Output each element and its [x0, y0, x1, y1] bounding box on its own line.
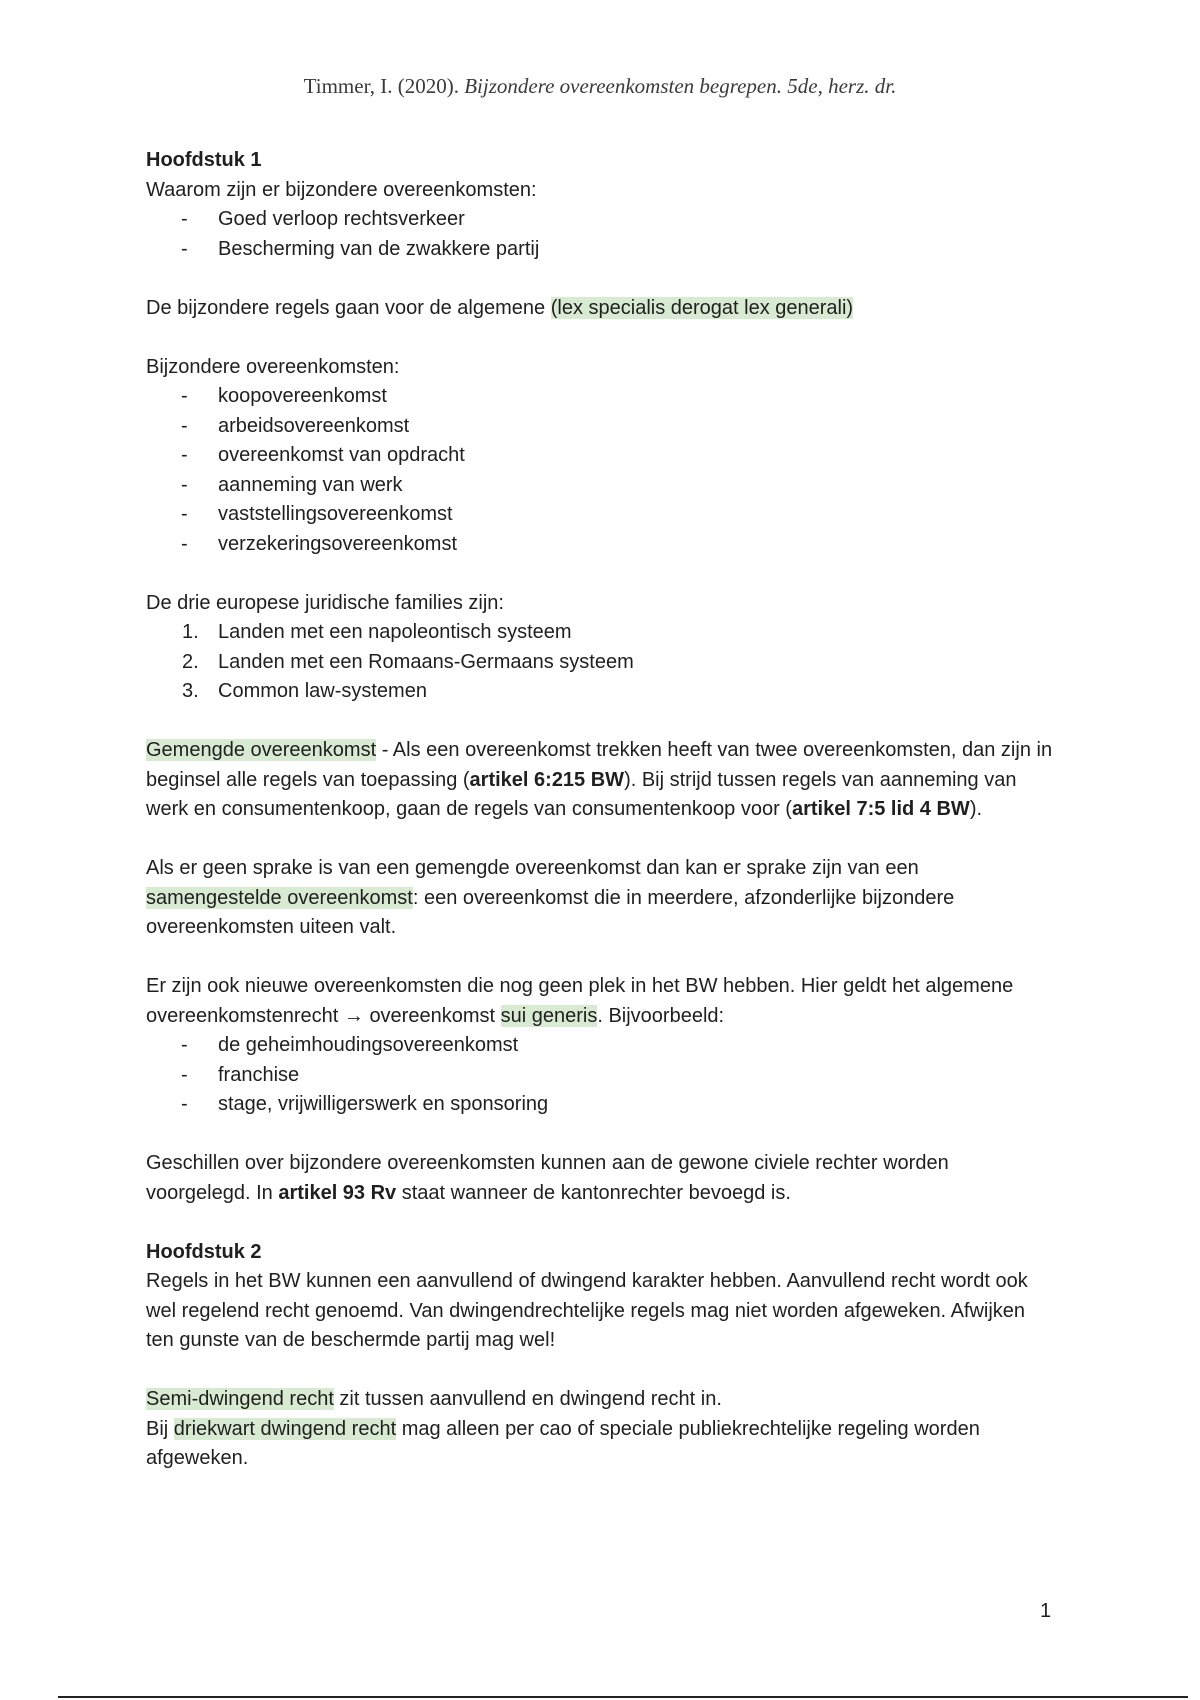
list-item [146, 412, 1056, 442]
list-item-text: Landen met een Romaans-Germaans systeem [218, 650, 634, 673]
page-bottom-divider [58, 1696, 1188, 1698]
highlight-gemengde-overeenkomst: Gemengde overeenkomst [146, 739, 377, 761]
list-item [146, 618, 1056, 648]
dash-marker: - [181, 1063, 188, 1086]
semi-dwingend-paragraph [146, 1385, 1056, 1415]
driekwart-paragraph [146, 1415, 1056, 1474]
list-item-text: Goed verloop rechtsverkeer [218, 208, 465, 230]
number-marker: 3. [182, 680, 199, 702]
chapter-2-heading: Hoofdstuk 2 [146, 1240, 262, 1263]
driekwart-text-1: Bij [146, 1417, 174, 1440]
nieuw-text-2: . Bijvoorbeeld: [597, 1004, 725, 1027]
citation-header [0, 74, 1200, 99]
list-item-text: arbeidsovereenkomst [218, 414, 410, 437]
reasons-list [146, 205, 1056, 264]
list-item [146, 471, 1056, 501]
list-item [146, 441, 1056, 471]
list-item-text: Landen met een napoleontisch systeem [218, 621, 572, 643]
lex-text: De bijzondere regels gaan voor de algemene [146, 296, 551, 319]
list-item-text: koopovereenkomst [218, 385, 387, 407]
dash-marker: - [181, 237, 188, 260]
regels-paragraph: Regels in het BW kunnen een aanvullend of dwingend karakter hebben. Aanvullend recht wordt ook wel regelend recht genoemd. Van dwingendrechtelijke regels mag niet worden afgeweken. Afwijken ten gunste van de beschermde partij mag wel! [146, 1270, 1028, 1351]
families-intro: De drie europese juridische families zijn: [146, 591, 504, 614]
highlight-driekwart-dwingend-recht: driekwart dwingend recht [173, 1417, 397, 1440]
nieuw-text-1: Er zijn ook nieuwe overeenkomsten die nog geen plek in het BW hebben. Hier geldt het algemene overeenkomstenrecht → overeenkomst [146, 975, 1014, 1027]
dash-marker: - [181, 1093, 188, 1115]
types-intro: Bijzondere overeenkomsten: [146, 355, 400, 378]
article-ref-93-rv: artikel 93 Rv [278, 1181, 397, 1204]
highlight-samengestelde-overeenkomst: samengestelde overeenkomst [146, 886, 413, 909]
dash-marker: - [181, 444, 188, 466]
families-list [146, 618, 1056, 707]
list-item [146, 382, 1056, 412]
list-item-text: de geheimhoudingsovereenkomst [218, 1034, 519, 1056]
article-ref-6-215: artikel 6:215 BW [469, 768, 625, 791]
list-item [146, 1031, 1056, 1061]
article-ref-7-5: artikel 7:5 lid 4 BW [791, 798, 970, 820]
document-body [146, 146, 1056, 1474]
list-item [146, 1090, 1056, 1120]
list-item [146, 205, 1056, 235]
samengestelde-text-2: : een overeenkomst die in meerdere, afzonderlijke bijzondere overeenkomsten uiteen valt. [146, 886, 955, 938]
dash-marker: - [181, 414, 188, 437]
highlight-sui-generis: sui generis [500, 1004, 598, 1027]
list-item [146, 648, 1056, 678]
list-item-text: stage, vrijwilligerswerk en sponsoring [218, 1093, 549, 1115]
list-item-text: aanneming van werk [218, 473, 403, 496]
list-item [146, 500, 1056, 530]
list-item-text: overeenkomst van opdracht [218, 444, 465, 466]
highlight-lex-specialis: (lex specialis derogat lex generali) [550, 296, 854, 319]
gemengde-text-2: ). Bij strijd tussen regels van aanneming van werk en consumentenkoop, gaan de regels van consumentenkoop voor ( [146, 768, 1017, 820]
list-item-text: Common law-systemen [218, 680, 427, 702]
geschillen-paragraph [146, 1149, 1056, 1208]
geschillen-text-1: Geschillen over bijzondere overeenkomsten kunnen aan de gewone civiele rechter worden voorgelegd. In [146, 1152, 949, 1204]
dash-marker: - [181, 385, 188, 407]
page-number: 1 [1040, 1600, 1052, 1622]
gemengde-text-3: ). [969, 798, 983, 820]
geschillen-text-2: staat wanneer de kantonrechter bevoegd is. [396, 1181, 791, 1204]
reasons-intro: Waarom zijn er bijzondere overeenkomsten: [146, 178, 537, 201]
samengestelde-text-1: Als er geen sprake is van een gemengde overeenkomst dan kan er sprake zijn van een [146, 857, 919, 879]
list-item-text: Bescherming van de zwakkere partij [218, 237, 540, 260]
samengestelde-paragraph [146, 854, 1056, 943]
semi-dwingend-text: zit tussen aanvullend en dwingend recht in. [333, 1388, 722, 1410]
types-list [146, 382, 1056, 559]
list-item [146, 530, 1056, 560]
dash-marker: - [181, 473, 188, 496]
dash-marker: - [181, 503, 188, 525]
citation-title: Bijzondere overeenkomsten begrepen. 5de, herz. dr. [464, 74, 897, 98]
dash-marker: - [181, 532, 188, 555]
gemengde-text-1: - Als een overeenkomst trekken heeft van twee overeenkomsten, dan zijn in beginsel alle regels van toepassing ( [146, 739, 1053, 791]
highlight-semi-dwingend-recht: Semi-dwingend recht [146, 1388, 334, 1410]
list-item [146, 1061, 1056, 1091]
number-marker: 2. [182, 650, 199, 673]
list-item-text: franchise [218, 1063, 300, 1086]
list-item [146, 677, 1056, 707]
dash-marker: - [181, 1034, 188, 1056]
dash-marker: - [181, 208, 188, 230]
lex-specialis-paragraph [146, 294, 1056, 324]
examples-list [146, 1031, 1056, 1120]
list-item-text: vaststellingsovereenkomst [218, 503, 453, 525]
number-marker: 1. [182, 621, 199, 643]
list-item-text: verzekeringsovereenkomst [218, 532, 457, 555]
gemengde-paragraph [146, 736, 1056, 825]
driekwart-text-2: mag alleen per cao of speciale publiekrechtelijke regeling worden afgeweken. [146, 1417, 980, 1469]
nieuwe-overeenkomsten-paragraph [146, 972, 1056, 1031]
citation-author: Timmer, I. (2020). [303, 74, 465, 98]
chapter-1-heading: Hoofdstuk 1 [146, 149, 262, 171]
list-item [146, 235, 1056, 265]
